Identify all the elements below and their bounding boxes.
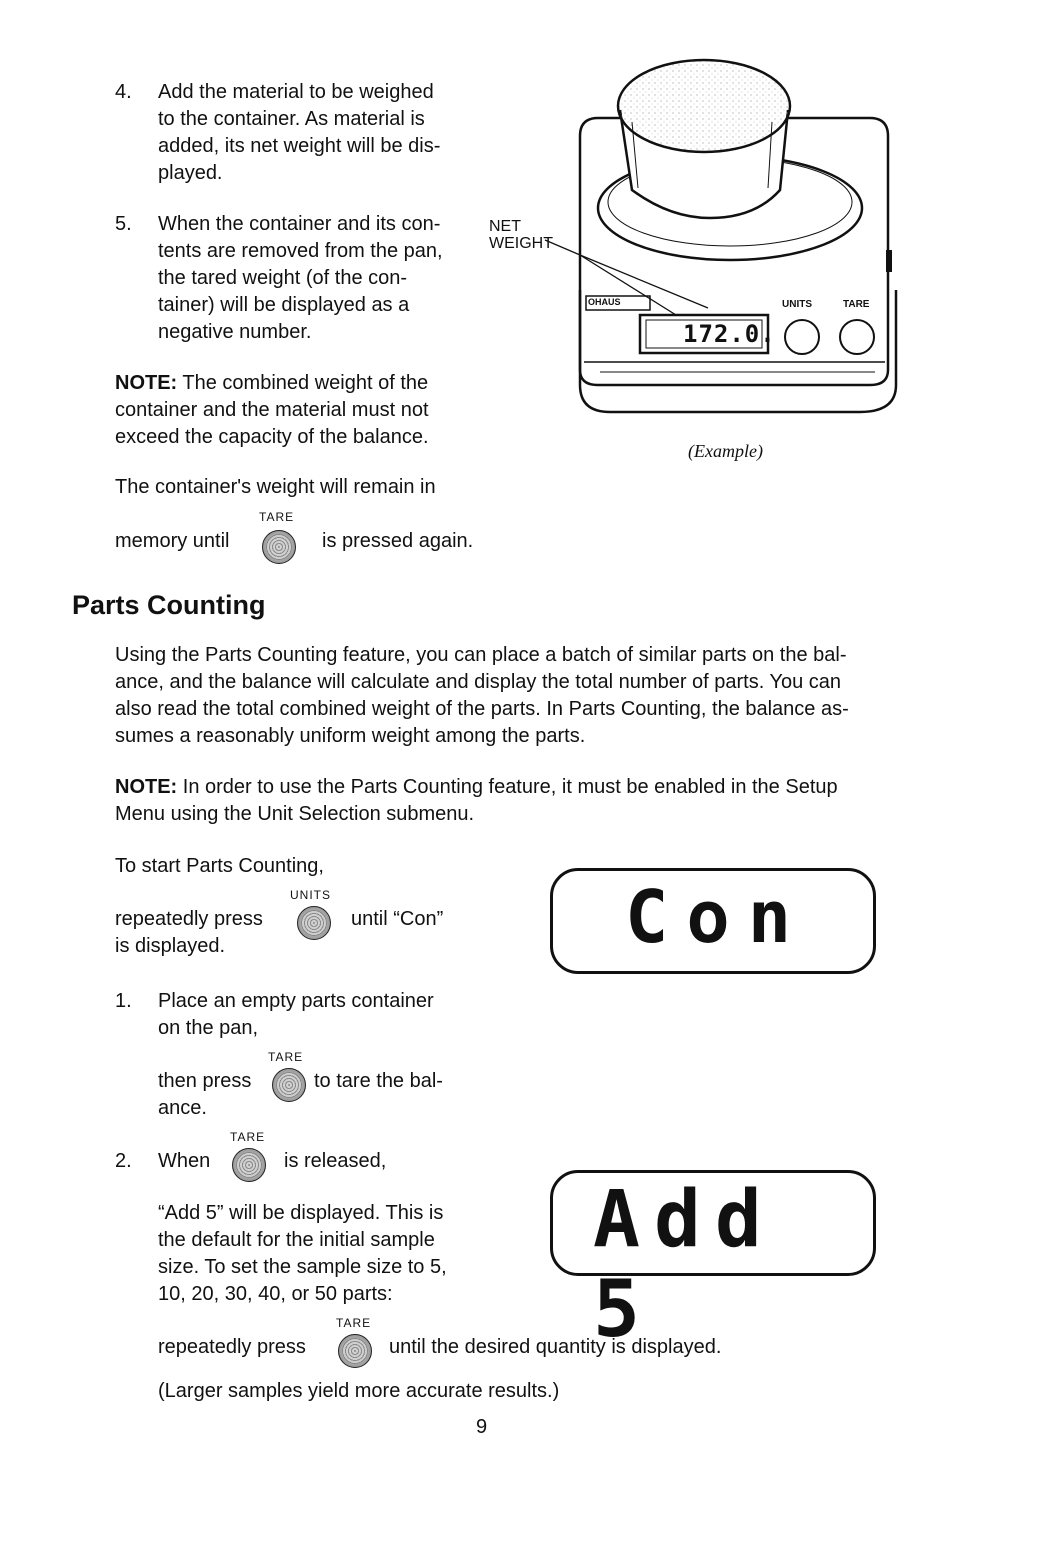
note-2-text-1: In order to use the Parts Counting feature, it must be enabled in the Setup xyxy=(177,776,838,798)
step-2-line-4: 10, 20, 30, 40, or 50 parts: xyxy=(158,1283,393,1305)
intro-line-2: ance, and the balance will calculate and display the total number of parts. You can xyxy=(115,671,842,693)
units-button-drawing xyxy=(785,320,819,354)
note-1-line-2: container and the material must not xyxy=(115,399,429,421)
units-button-icon xyxy=(297,906,331,940)
larger-samples-note: (Larger samples yield more accurate results.) xyxy=(158,1380,560,1402)
tare-button-drawing xyxy=(840,320,874,354)
weight-label: WEIGHT xyxy=(489,235,553,252)
step-5-line-1: When the container and its con- xyxy=(158,213,441,235)
units-label: UNITS xyxy=(782,299,812,310)
step-2-after: is released, xyxy=(284,1150,387,1172)
note-1-line-1 xyxy=(115,370,428,397)
balance-illustration xyxy=(540,40,920,420)
tare-label: TARE xyxy=(843,299,870,310)
memory-line-1: The container's weight will remain in xyxy=(115,476,436,498)
tare-button-icon xyxy=(262,530,296,564)
note-2-label: NOTE: xyxy=(115,776,178,798)
repeat-after: until the desired quantity is displayed. xyxy=(389,1336,722,1358)
step-2-line-2: the default for the initial sample xyxy=(158,1229,435,1251)
step-1-before: then press xyxy=(158,1070,252,1092)
memory-tare-caption: TARE xyxy=(259,510,295,524)
start-line: To start Parts Counting, xyxy=(115,855,324,877)
note-1-text-1: The combined weight of the xyxy=(177,372,429,394)
step-1-tare-caption: TARE xyxy=(268,1050,304,1064)
step-5-line-3: the tared weight (of the con- xyxy=(158,267,408,289)
net-label: NET xyxy=(489,218,521,235)
step-2-line-3: size. To set the sample size to 5, xyxy=(158,1256,447,1278)
step-1-line-1: Place an empty parts container xyxy=(158,990,434,1012)
step-4-line-4: played. xyxy=(158,162,223,184)
step-4-line-2: to the container. As material is xyxy=(158,108,425,130)
repeat-before: repeatedly press xyxy=(158,1336,306,1358)
step-1-line-2: on the pan, xyxy=(158,1017,259,1039)
add5-display xyxy=(550,1170,876,1355)
step-5-number: 5. xyxy=(115,213,132,235)
brand-logo: OHAUS xyxy=(588,297,621,307)
tare-button-icon xyxy=(272,1068,306,1102)
step-2-before: When xyxy=(158,1150,211,1172)
material xyxy=(618,60,790,152)
step-1-number: 1. xyxy=(115,990,132,1012)
intro-line-4: sumes a reasonably uniform weight among the parts. xyxy=(115,725,586,747)
step-5-line-5: negative number. xyxy=(158,321,312,343)
tare-button-icon xyxy=(232,1148,266,1182)
step-4-number: 4. xyxy=(115,81,132,103)
start-after: until “Con” xyxy=(351,908,444,930)
note-1-line-3: exceed the capacity of the balance. xyxy=(115,426,429,448)
section-title: Parts Counting xyxy=(72,590,266,620)
start-line-2: is displayed. xyxy=(115,935,226,957)
page-number: 9 xyxy=(476,1416,488,1438)
intro-line-1: Using the Parts Counting feature, you can place a batch of similar parts on the bal- xyxy=(115,644,847,666)
start-units-caption: UNITS xyxy=(290,888,331,902)
step-1-line-end: ance. xyxy=(158,1097,207,1119)
con-display xyxy=(550,868,876,974)
step-5-line-4: tainer) will be displayed as a xyxy=(158,294,410,316)
note-2-line-1 xyxy=(115,774,838,801)
note-2-line-2: Menu using the Unit Selection submenu. xyxy=(115,803,475,825)
con-display-text: Con xyxy=(625,875,810,959)
tare-button-icon xyxy=(338,1334,372,1368)
step-2-line-1: “Add 5” will be displayed. This is xyxy=(158,1202,444,1224)
step-5-line-2: tents are removed from the pan, xyxy=(158,240,443,262)
note-1-label: NOTE: xyxy=(115,372,178,394)
step-4-line-1: Add the material to be weighed xyxy=(158,81,434,103)
intro-line-3: also read the total combined weight of the parts. In Parts Counting, the balance as- xyxy=(115,698,849,720)
memory-after: is pressed again. xyxy=(322,530,474,552)
step-2-number: 2. xyxy=(115,1150,132,1172)
add5-display-text: Add 5 xyxy=(593,1175,776,1355)
step-1-after: to tare the bal- xyxy=(314,1070,443,1092)
start-before: repeatedly press xyxy=(115,908,263,930)
repeat-tare-caption: TARE xyxy=(336,1316,372,1330)
step-2-tare-caption: TARE xyxy=(230,1130,266,1144)
memory-before: memory until xyxy=(115,530,230,552)
step-4-line-3: added, its net weight will be dis- xyxy=(158,135,441,157)
figure-caption: (Example) xyxy=(688,441,763,461)
lcd-value: 172.0. xyxy=(683,320,776,348)
